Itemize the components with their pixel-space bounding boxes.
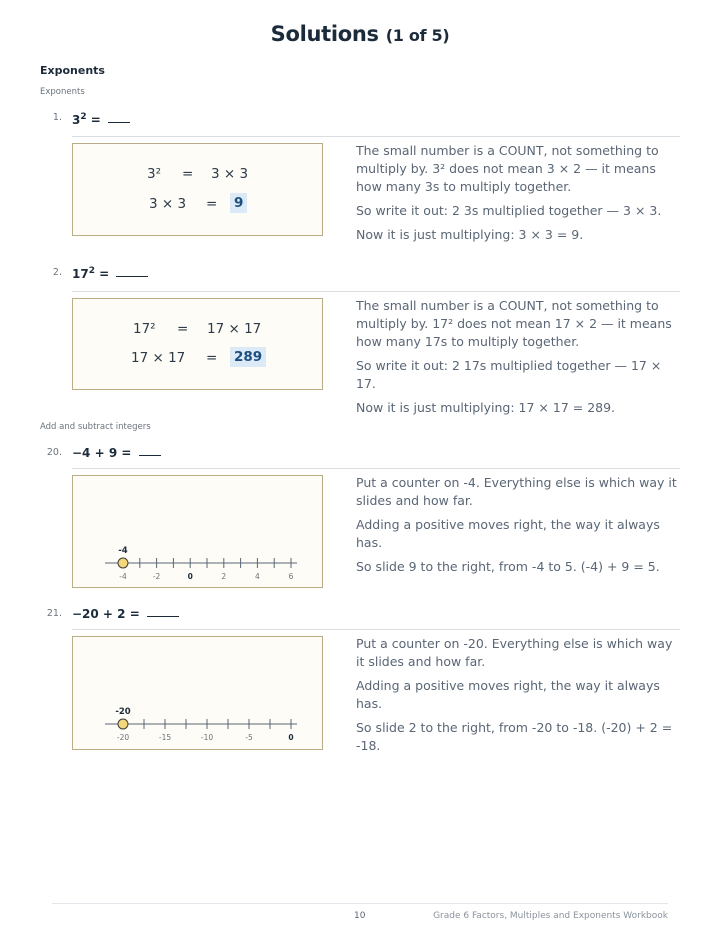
- problem-text: [72, 446, 161, 460]
- problem-base: 17: [72, 267, 89, 281]
- divider: [72, 629, 680, 630]
- work-right: 17 × 17: [207, 321, 262, 337]
- answer-highlight: 289: [230, 347, 266, 367]
- answer-blank: [139, 454, 161, 456]
- explanation-step: So write it out: 2 17s multiplied together — 17 × 17.: [356, 358, 662, 391]
- work-op: =: [177, 321, 189, 337]
- work-left: 3²: [147, 166, 162, 182]
- tick-label: -20: [116, 733, 130, 742]
- problem-expression: −20 + 2 =: [72, 607, 140, 621]
- explanation: [356, 635, 684, 761]
- worked-solution-box: [72, 298, 323, 390]
- tick-label: 6: [288, 572, 294, 581]
- tick-label: -10: [200, 733, 214, 742]
- section-heading: Exponents: [40, 64, 105, 77]
- problem-equals: =: [94, 267, 110, 281]
- explanation-step: Adding a positive moves right, the way it always has.: [356, 517, 660, 550]
- tick-label: 2: [221, 572, 227, 581]
- problem-text: [72, 266, 148, 281]
- work-op: =: [206, 350, 218, 366]
- counter-label: -4: [118, 546, 128, 556]
- page-number: 10: [354, 911, 366, 921]
- work-right: 3 × 3: [211, 166, 249, 182]
- problem-text: [72, 607, 179, 621]
- problem-base: 3: [72, 113, 81, 127]
- answer-blank: [108, 121, 130, 123]
- subsection-heading: Add and subtract integers: [40, 422, 151, 432]
- counter-label: -20: [115, 707, 131, 717]
- counter-marker: [118, 719, 128, 729]
- explanation-step: So slide 9 to the right, from -4 to 5. (-4) + 9 = 5.: [356, 559, 660, 574]
- tick-label: 4: [255, 572, 260, 581]
- answer-highlight: 9: [230, 193, 247, 213]
- explanation-step: The small number is a COUNT, not something to multiply by. 3² does not mean 3 × 2 — it means how many 3s to multiply together.: [356, 143, 659, 194]
- explanation-step: So write it out: 2 3s multiplied together — 3 × 3.: [356, 203, 662, 218]
- tick-label: -4: [119, 572, 127, 581]
- tick-label: 0: [187, 572, 193, 581]
- number-line-box: [72, 636, 323, 750]
- answer-blank: [116, 275, 148, 277]
- problem-number: 1.: [52, 112, 62, 123]
- explanation: [356, 297, 684, 423]
- problem-expression: −4 + 9 =: [72, 446, 132, 460]
- explanation-step: Adding a positive moves right, the way it always has.: [356, 678, 660, 711]
- title-main: Solutions: [270, 22, 379, 46]
- problem-exponent: 2: [80, 112, 87, 122]
- problem-number: 2.: [52, 267, 62, 278]
- explanation-step: Put a counter on -20. Everything else is which way it slides and how far.: [356, 636, 673, 669]
- subsection-heading: Exponents: [40, 87, 85, 97]
- explanation-step: The small number is a COUNT, not something to multiply by. 17² does not mean 17 × 2 — it means how many 17s to multiply together.: [356, 298, 672, 349]
- book-title: Grade 6 Factors, Multiples and Exponents Workbook: [433, 911, 668, 921]
- worked-solution-box: [72, 143, 323, 236]
- counter-marker: [118, 558, 128, 568]
- page-title: [0, 22, 720, 46]
- divider: [72, 291, 680, 292]
- tick-label: -5: [245, 733, 253, 742]
- explanation: [356, 142, 684, 250]
- number-line: [73, 637, 322, 749]
- work-op: =: [206, 196, 218, 212]
- problem-number: 21.: [46, 608, 62, 619]
- problem-text: [72, 112, 130, 127]
- work-left: 17 × 17: [131, 350, 186, 366]
- explanation-step: Put a counter on -4. Everything else is which way it slides and how far.: [356, 475, 677, 508]
- explanation-step: So slide 2 to the right, from -20 to -18. (-20) + 2 = -18.: [356, 720, 673, 753]
- problem-exponent: 2: [88, 266, 95, 276]
- explanation: [356, 474, 684, 582]
- number-line-box: [72, 475, 323, 588]
- answer-blank: [147, 615, 179, 617]
- divider: [72, 136, 680, 137]
- work-left: 17²: [133, 321, 156, 337]
- work-op: =: [182, 166, 194, 182]
- divider: [72, 468, 680, 469]
- footer-divider: [52, 903, 668, 904]
- explanation-step: Now it is just multiplying: 17 × 17 = 289.: [356, 400, 616, 415]
- problem-number: 20.: [46, 447, 62, 458]
- title-subtitle: (1 of 5): [385, 26, 450, 45]
- tick-label: 0: [288, 733, 294, 742]
- explanation-step: Now it is just multiplying: 3 × 3 = 9.: [356, 227, 584, 242]
- work-left: 3 × 3: [149, 196, 187, 212]
- tick-label: -15: [158, 733, 172, 742]
- number-line: [73, 476, 322, 587]
- tick-label: -2: [152, 572, 161, 581]
- problem-equals: =: [86, 113, 101, 127]
